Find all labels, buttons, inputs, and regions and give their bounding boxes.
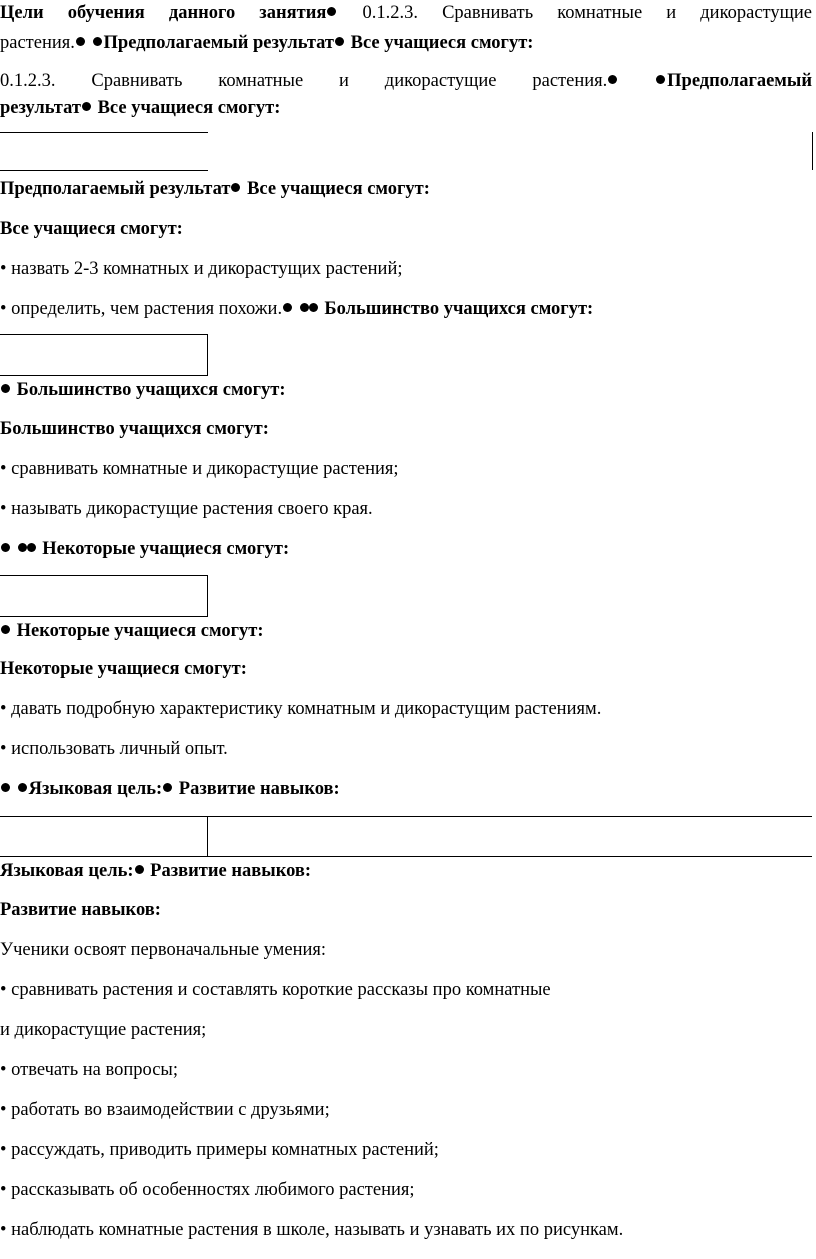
some-students-heading-1 (0, 538, 289, 560)
objective-text: 0.1.2.3. Сравнивать комнатные и дикорастущие (362, 3, 812, 23)
bullet-icon (608, 75, 617, 84)
list-item-text: • определить, чем растения похожи. (0, 299, 283, 319)
table-rule (0, 132, 208, 133)
table-rule (0, 170, 208, 171)
bullet-icon (93, 37, 102, 46)
table-rule (0, 856, 812, 857)
para2-line-2 (0, 97, 280, 119)
expected-result-label: Предполагаемый результат (103, 33, 334, 53)
some-students-heading-3 (0, 658, 247, 680)
objectives-line-1 (0, 2, 812, 24)
some-students-heading-2 (0, 620, 264, 642)
bullet-icon (18, 783, 27, 792)
list-item: • назвать 2-3 комнатных и дикорастущих растений; (0, 259, 403, 279)
para2-text: 0.1.2.3. Сравнивать комнатные и дикорастущие растения. (0, 71, 608, 91)
most-students-heading-1 (0, 379, 286, 401)
most-students-heading-b: Большинство учащихся смогут: (0, 419, 269, 439)
some-students-heading-b: Некоторые учащиеся смогут: (16, 621, 264, 641)
bullet-icon (27, 543, 36, 552)
skills-heading-text: Развитие навыков: (0, 900, 161, 920)
bullet-icon (18, 543, 27, 552)
bullet-icon (300, 303, 309, 312)
list-item: • называть дикорастущие растения своего края. (0, 499, 373, 519)
result-heading-b: Все учащиеся смогут: (247, 179, 430, 199)
most-students-heading-2 (0, 418, 269, 440)
para2-line-1 (0, 70, 812, 92)
bullet-icon (1, 783, 10, 792)
language-heading-1 (0, 778, 340, 800)
some-students-heading-a: Некоторые учащиеся смогут: (42, 539, 290, 559)
list-item (0, 298, 593, 320)
result-heading-a: Предполагаемый результат (0, 179, 231, 199)
bullet-icon (231, 183, 240, 192)
list-item: • сравнивать растения и составлять короткие рассказы про комнатные (0, 980, 551, 1000)
objectives-label: Цели обучения данного занятия (0, 3, 327, 23)
some-students-heading-c: Некоторые учащиеся смогут: (0, 659, 247, 679)
language-goal-a: Языковая цель: (28, 779, 163, 799)
most-students-heading-a: Большинство учащихся смогут: (16, 380, 286, 400)
bullet-icon (135, 865, 144, 874)
list-item: • сравнивать комнатные и дикорастущие растения; (0, 459, 399, 479)
all-students-heading-text: Все учащиеся смогут: (0, 219, 183, 239)
objective-text-cont: растения. (0, 33, 75, 53)
skills-intro: Ученики освоят первоначальные умения: (0, 940, 327, 960)
language-heading-2 (0, 860, 311, 882)
list-item: • рассказывать об особенностях любимого растения; (0, 1180, 415, 1200)
bullet-icon (327, 7, 336, 16)
bullet-icon (82, 102, 91, 111)
table-border (207, 816, 208, 856)
all-students-label: Все учащиеся смогут: (350, 33, 534, 53)
para2-bold-2: результат (0, 98, 81, 118)
bullet-icon (76, 37, 85, 46)
table-rule (0, 816, 812, 817)
objectives-line-2 (0, 32, 533, 54)
bullet-icon (309, 303, 318, 312)
bullet-icon (1, 384, 10, 393)
bullet-icon (1, 543, 10, 552)
list-item: • работать во взаимодействии с друзьями; (0, 1100, 330, 1120)
list-item: • использовать личный опыт. (0, 739, 228, 759)
language-goal-b: Языковая цель: (0, 861, 134, 881)
table-border (812, 132, 813, 170)
bullet-icon (656, 75, 665, 84)
skills-a: Развитие навыков: (178, 779, 340, 799)
all-students-heading (0, 218, 183, 240)
bullet-icon (163, 783, 172, 792)
list-item: • наблюдать комнатные растения в школе, называть и узнавать их по рисункам. (0, 1220, 624, 1240)
list-item: и дикорастущие растения; (0, 1020, 207, 1040)
list-item: • давать подробную характеристику комнатным и дикорастущим растениям. (0, 699, 602, 719)
skills-b: Развитие навыков: (150, 861, 312, 881)
list-item: • отвечать на вопросы; (0, 1060, 178, 1080)
skills-heading (0, 899, 161, 921)
bullet-icon (1, 625, 10, 634)
para2-bold-3: Все учащиеся смогут: (97, 98, 281, 118)
table-cell (0, 575, 208, 617)
para2-bold: Предполагаемый (667, 71, 813, 91)
bullet-icon (335, 37, 344, 46)
table-cell (0, 334, 208, 376)
result-heading (0, 178, 430, 200)
most-students-inline: Большинство учащихся смогут: (324, 299, 594, 319)
bullet-icon (283, 303, 292, 312)
list-item: • рассуждать, приводить примеры комнатных растений; (0, 1140, 439, 1160)
